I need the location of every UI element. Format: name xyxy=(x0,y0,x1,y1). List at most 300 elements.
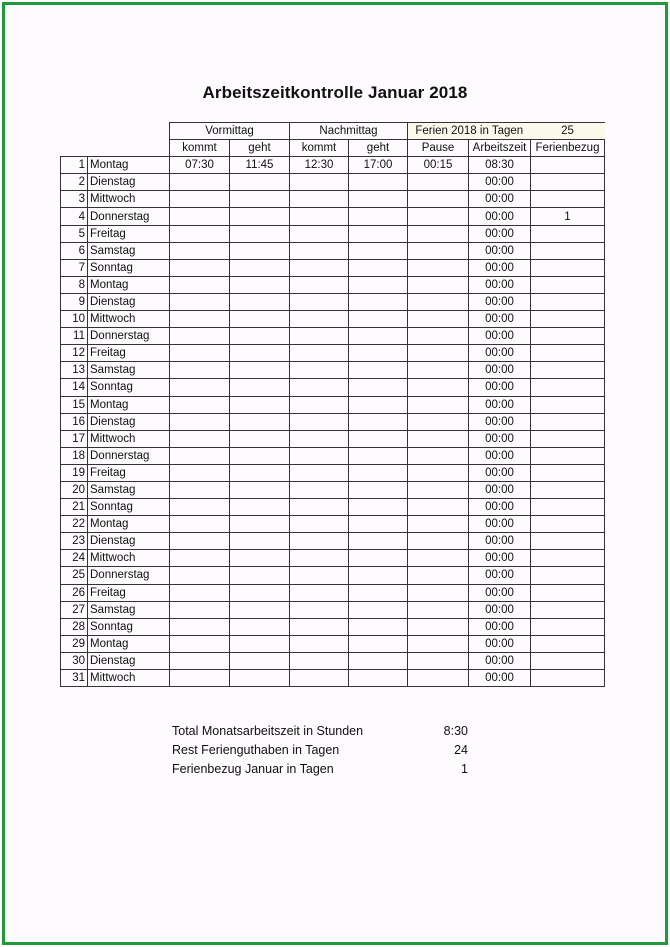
vm-geht-cell[interactable] xyxy=(230,516,290,533)
table-row xyxy=(61,447,605,464)
weekday-cell: Montag xyxy=(88,516,170,533)
nm-kommt-cell[interactable] xyxy=(290,567,349,584)
pause-cell[interactable] xyxy=(408,259,469,276)
timesheet-body xyxy=(61,157,605,687)
nm-kommt-cell[interactable] xyxy=(290,259,349,276)
pause-cell[interactable] xyxy=(408,413,469,430)
vm-geht-cell[interactable] xyxy=(230,447,290,464)
vm-geht-cell[interactable] xyxy=(230,601,290,618)
vm-kommt-cell[interactable] xyxy=(170,259,230,276)
nm-geht-cell[interactable] xyxy=(349,362,408,379)
vm-geht-cell[interactable] xyxy=(230,259,290,276)
pause-cell[interactable] xyxy=(408,362,469,379)
day-number-cell: 13 xyxy=(61,362,88,379)
nm-kommt-cell[interactable] xyxy=(290,635,349,652)
table-row xyxy=(61,345,605,362)
nm-geht-cell[interactable] xyxy=(349,413,408,430)
nm-geht-cell[interactable] xyxy=(349,635,408,652)
vm-geht-cell[interactable] xyxy=(230,345,290,362)
ferienbezug-cell[interactable] xyxy=(531,225,605,242)
pause-cell[interactable] xyxy=(408,481,469,498)
vm-geht-cell[interactable] xyxy=(230,362,290,379)
nm-kommt-cell[interactable] xyxy=(290,481,349,498)
day-number-cell: 1 xyxy=(61,157,88,174)
pause-cell[interactable] xyxy=(408,396,469,413)
weekday-cell: Mittwoch xyxy=(88,430,170,447)
weekday-cell: Dienstag xyxy=(88,533,170,550)
summary-value: 1 xyxy=(461,762,468,776)
nm-geht-cell[interactable] xyxy=(349,191,408,208)
table-row xyxy=(61,499,605,516)
table-row xyxy=(61,652,605,669)
ferienbezug-cell[interactable] xyxy=(531,311,605,328)
nm-kommt-cell[interactable] xyxy=(290,533,349,550)
vm-geht-cell[interactable] xyxy=(230,550,290,567)
vm-kommt-cell[interactable] xyxy=(170,516,230,533)
arbeitszeit-cell: 00:00 xyxy=(469,550,531,567)
pause-cell[interactable] xyxy=(408,311,469,328)
vm-geht-cell[interactable] xyxy=(230,328,290,345)
table-row xyxy=(61,259,605,276)
table-row xyxy=(61,242,605,259)
day-number-cell: 20 xyxy=(61,481,88,498)
summary-label: Total Monatsarbeitszeit in Stunden xyxy=(172,724,364,738)
vm-kommt-cell[interactable] xyxy=(170,208,230,225)
nm-kommt-cell[interactable] xyxy=(290,311,349,328)
weekday-cell: Mittwoch xyxy=(88,311,170,328)
arbeitszeit-cell: 00:00 xyxy=(469,396,531,413)
day-number-cell: 9 xyxy=(61,293,88,310)
weekday-cell: Sonntag xyxy=(88,499,170,516)
vm-kommt-cell[interactable] xyxy=(170,601,230,618)
vm-kommt-cell[interactable] xyxy=(170,191,230,208)
header-arbeitszeit: Arbeitszeit xyxy=(469,140,531,157)
nm-geht-cell[interactable]: 17:00 xyxy=(349,157,408,174)
day-number-cell: 14 xyxy=(61,379,88,396)
table-row xyxy=(61,670,605,687)
vm-geht-cell[interactable] xyxy=(230,413,290,430)
weekday-cell: Sonntag xyxy=(88,379,170,396)
arbeitszeit-cell: 00:00 xyxy=(469,447,531,464)
arbeitszeit-cell: 00:00 xyxy=(469,533,531,550)
vm-geht-cell[interactable] xyxy=(230,533,290,550)
vm-kommt-cell[interactable] xyxy=(170,618,230,635)
nm-geht-cell[interactable] xyxy=(349,584,408,601)
nm-kommt-cell[interactable] xyxy=(290,430,349,447)
arbeitszeit-cell: 08:30 xyxy=(469,157,531,174)
nm-geht-cell[interactable] xyxy=(349,293,408,310)
weekday-cell: Donnerstag xyxy=(88,328,170,345)
vm-kommt-cell[interactable] xyxy=(170,362,230,379)
nm-geht-cell[interactable] xyxy=(349,567,408,584)
ferienbezug-cell[interactable] xyxy=(531,481,605,498)
weekday-cell: Sonntag xyxy=(88,618,170,635)
ferienbezug-cell[interactable]: 1 xyxy=(531,208,605,225)
vm-kommt-cell[interactable] xyxy=(170,396,230,413)
vm-geht-cell[interactable] xyxy=(230,242,290,259)
pause-cell[interactable] xyxy=(408,345,469,362)
ferienbezug-cell[interactable] xyxy=(531,174,605,191)
nm-kommt-cell[interactable] xyxy=(290,174,349,191)
weekday-cell: Montag xyxy=(88,276,170,293)
vm-geht-cell[interactable] xyxy=(230,174,290,191)
arbeitszeit-cell: 00:00 xyxy=(469,311,531,328)
nm-kommt-cell[interactable] xyxy=(290,601,349,618)
table-row xyxy=(61,601,605,618)
vm-geht-cell[interactable] xyxy=(230,464,290,481)
ferienbezug-cell[interactable] xyxy=(531,550,605,567)
ferienbezug-cell[interactable] xyxy=(531,533,605,550)
nm-geht-cell[interactable] xyxy=(349,550,408,567)
nm-geht-cell[interactable] xyxy=(349,259,408,276)
table-row xyxy=(61,311,605,328)
vm-kommt-cell[interactable] xyxy=(170,225,230,242)
nm-kommt-cell[interactable] xyxy=(290,550,349,567)
weekday-cell: Mittwoch xyxy=(88,550,170,567)
weekday-cell: Freitag xyxy=(88,345,170,362)
header-ferien-label: Ferien 2018 in Tagen xyxy=(408,123,531,140)
header-nm-kommt: kommt xyxy=(290,140,349,157)
vm-geht-cell[interactable] xyxy=(230,584,290,601)
nm-kommt-cell[interactable] xyxy=(290,293,349,310)
nm-geht-cell[interactable] xyxy=(349,379,408,396)
vm-kommt-cell[interactable] xyxy=(170,311,230,328)
vm-geht-cell[interactable]: 11:45 xyxy=(230,157,290,174)
weekday-cell: Donnerstag xyxy=(88,208,170,225)
vm-kommt-cell[interactable] xyxy=(170,499,230,516)
ferienbezug-cell[interactable] xyxy=(531,293,605,310)
nm-geht-cell[interactable] xyxy=(349,533,408,550)
pause-cell[interactable] xyxy=(408,584,469,601)
ferienbezug-cell[interactable] xyxy=(531,413,605,430)
pause-cell[interactable]: 00:15 xyxy=(408,157,469,174)
pause-cell[interactable] xyxy=(408,379,469,396)
day-number-cell: 16 xyxy=(61,413,88,430)
vm-kommt-cell[interactable] xyxy=(170,481,230,498)
pause-cell[interactable] xyxy=(408,652,469,669)
header-spacer xyxy=(61,140,88,157)
nm-geht-cell[interactable] xyxy=(349,618,408,635)
vm-kommt-cell[interactable] xyxy=(170,550,230,567)
weekday-cell: Donnerstag xyxy=(88,447,170,464)
vm-kommt-cell[interactable] xyxy=(170,670,230,687)
pause-cell[interactable] xyxy=(408,670,469,687)
vm-kommt-cell[interactable]: 07:30 xyxy=(170,157,230,174)
arbeitszeit-cell: 00:00 xyxy=(469,208,531,225)
vm-kommt-cell[interactable] xyxy=(170,447,230,464)
summary-value: 8:30 xyxy=(443,724,468,738)
nm-geht-cell[interactable] xyxy=(349,328,408,345)
header-pause: Pause xyxy=(408,140,469,157)
table-row xyxy=(61,276,605,293)
ferienbezug-cell[interactable] xyxy=(531,396,605,413)
pause-cell[interactable] xyxy=(408,635,469,652)
weekday-cell: Montag xyxy=(88,396,170,413)
nm-kommt-cell[interactable] xyxy=(290,191,349,208)
pause-cell[interactable] xyxy=(408,242,469,259)
header-group-row xyxy=(61,123,605,140)
day-number-cell: 10 xyxy=(61,311,88,328)
pause-cell[interactable] xyxy=(408,464,469,481)
ferienbezug-cell[interactable] xyxy=(531,362,605,379)
arbeitszeit-cell: 00:00 xyxy=(469,413,531,430)
nm-kommt-cell[interactable]: 12:30 xyxy=(290,157,349,174)
ferienbezug-cell[interactable] xyxy=(531,157,605,174)
vm-geht-cell[interactable] xyxy=(230,276,290,293)
table-row xyxy=(61,464,605,481)
nm-kommt-cell[interactable] xyxy=(290,396,349,413)
vm-kommt-cell[interactable] xyxy=(170,533,230,550)
summary-label: Ferienbezug Januar in Tagen xyxy=(172,762,334,776)
nm-kommt-cell[interactable] xyxy=(290,276,349,293)
day-number-cell: 4 xyxy=(61,208,88,225)
day-number-cell: 6 xyxy=(61,242,88,259)
pause-cell[interactable] xyxy=(408,447,469,464)
arbeitszeit-cell: 00:00 xyxy=(469,481,531,498)
vm-geht-cell[interactable] xyxy=(230,481,290,498)
vm-geht-cell[interactable] xyxy=(230,208,290,225)
nm-geht-cell[interactable] xyxy=(349,208,408,225)
vm-kommt-cell[interactable] xyxy=(170,242,230,259)
ferienbezug-cell[interactable] xyxy=(531,328,605,345)
weekday-cell: Montag xyxy=(88,157,170,174)
vm-kommt-cell[interactable] xyxy=(170,379,230,396)
ferienbezug-cell[interactable] xyxy=(531,345,605,362)
pause-cell[interactable] xyxy=(408,550,469,567)
header-spacer xyxy=(88,123,170,140)
ferienbezug-cell[interactable] xyxy=(531,191,605,208)
header-nm-geht: geht xyxy=(349,140,408,157)
vm-geht-cell[interactable] xyxy=(230,499,290,516)
vm-geht-cell[interactable] xyxy=(230,635,290,652)
ferienbezug-cell[interactable] xyxy=(531,516,605,533)
vm-geht-cell[interactable] xyxy=(230,311,290,328)
pause-cell[interactable] xyxy=(408,499,469,516)
day-number-cell: 22 xyxy=(61,516,88,533)
vm-geht-cell[interactable] xyxy=(230,430,290,447)
table-row xyxy=(61,618,605,635)
table-row xyxy=(61,362,605,379)
table-row xyxy=(61,379,605,396)
day-number-cell: 15 xyxy=(61,396,88,413)
nm-kommt-cell[interactable] xyxy=(290,652,349,669)
vm-kommt-cell[interactable] xyxy=(170,345,230,362)
ferienbezug-cell[interactable] xyxy=(531,567,605,584)
arbeitszeit-cell: 00:00 xyxy=(469,345,531,362)
pause-cell[interactable] xyxy=(408,293,469,310)
nm-kommt-cell[interactable] xyxy=(290,362,349,379)
nm-kommt-cell[interactable] xyxy=(290,225,349,242)
nm-geht-cell[interactable] xyxy=(349,174,408,191)
nm-geht-cell[interactable] xyxy=(349,242,408,259)
table-row xyxy=(61,413,605,430)
pause-cell[interactable] xyxy=(408,567,469,584)
table-row xyxy=(61,533,605,550)
vm-kommt-cell[interactable] xyxy=(170,293,230,310)
weekday-cell: Dienstag xyxy=(88,413,170,430)
nm-geht-cell[interactable] xyxy=(349,499,408,516)
table-row xyxy=(61,584,605,601)
ferienbezug-cell[interactable] xyxy=(531,276,605,293)
vm-geht-cell[interactable] xyxy=(230,225,290,242)
nm-kommt-cell[interactable] xyxy=(290,516,349,533)
vm-geht-cell[interactable] xyxy=(230,191,290,208)
header-ferien-value: 25 xyxy=(531,123,605,140)
table-row xyxy=(61,225,605,242)
arbeitszeit-cell: 00:00 xyxy=(469,499,531,516)
summary-row-total-hours xyxy=(172,722,468,741)
day-number-cell: 12 xyxy=(61,345,88,362)
day-number-cell: 31 xyxy=(61,670,88,687)
nm-kommt-cell[interactable] xyxy=(290,328,349,345)
arbeitszeit-cell: 00:00 xyxy=(469,379,531,396)
pause-cell[interactable] xyxy=(408,618,469,635)
nm-geht-cell[interactable] xyxy=(349,670,408,687)
arbeitszeit-cell: 00:00 xyxy=(469,584,531,601)
pause-cell[interactable] xyxy=(408,208,469,225)
nm-geht-cell[interactable] xyxy=(349,516,408,533)
nm-geht-cell[interactable] xyxy=(349,652,408,669)
vm-kommt-cell[interactable] xyxy=(170,584,230,601)
vm-geht-cell[interactable] xyxy=(230,670,290,687)
vm-kommt-cell[interactable] xyxy=(170,328,230,345)
ferienbezug-cell[interactable] xyxy=(531,635,605,652)
day-number-cell: 25 xyxy=(61,567,88,584)
ferienbezug-cell[interactable] xyxy=(531,379,605,396)
nm-geht-cell[interactable] xyxy=(349,225,408,242)
weekday-cell: Dienstag xyxy=(88,652,170,669)
day-number-cell: 27 xyxy=(61,601,88,618)
weekday-cell: Freitag xyxy=(88,225,170,242)
arbeitszeit-cell: 00:00 xyxy=(469,362,531,379)
summary-block xyxy=(172,722,468,779)
summary-value: 24 xyxy=(454,743,468,757)
pause-cell[interactable] xyxy=(408,601,469,618)
ferienbezug-cell[interactable] xyxy=(531,464,605,481)
nm-geht-cell[interactable] xyxy=(349,396,408,413)
nm-geht-cell[interactable] xyxy=(349,311,408,328)
ferienbezug-cell[interactable] xyxy=(531,584,605,601)
vm-geht-cell[interactable] xyxy=(230,618,290,635)
pause-cell[interactable] xyxy=(408,430,469,447)
header-spacer xyxy=(88,140,170,157)
day-number-cell: 2 xyxy=(61,174,88,191)
weekday-cell: Montag xyxy=(88,635,170,652)
weekday-cell: Samstag xyxy=(88,362,170,379)
vm-geht-cell[interactable] xyxy=(230,396,290,413)
arbeitszeit-cell: 00:00 xyxy=(469,601,531,618)
ferienbezug-cell[interactable] xyxy=(531,259,605,276)
pause-cell[interactable] xyxy=(408,516,469,533)
arbeitszeit-cell: 00:00 xyxy=(469,618,531,635)
timesheet-table xyxy=(60,122,605,687)
vm-kommt-cell[interactable] xyxy=(170,276,230,293)
pause-cell[interactable] xyxy=(408,191,469,208)
weekday-cell: Dienstag xyxy=(88,174,170,191)
arbeitszeit-cell: 00:00 xyxy=(469,276,531,293)
arbeitszeit-cell: 00:00 xyxy=(469,464,531,481)
nm-kommt-cell[interactable] xyxy=(290,345,349,362)
ferienbezug-cell[interactable] xyxy=(531,430,605,447)
header-vm-geht: geht xyxy=(230,140,290,157)
weekday-cell: Samstag xyxy=(88,601,170,618)
day-number-cell: 8 xyxy=(61,276,88,293)
arbeitszeit-cell: 00:00 xyxy=(469,567,531,584)
nm-geht-cell[interactable] xyxy=(349,430,408,447)
table-row xyxy=(61,567,605,584)
nm-geht-cell[interactable] xyxy=(349,276,408,293)
day-number-cell: 24 xyxy=(61,550,88,567)
ferienbezug-cell[interactable] xyxy=(531,601,605,618)
nm-geht-cell[interactable] xyxy=(349,345,408,362)
vm-kommt-cell[interactable] xyxy=(170,430,230,447)
nm-geht-cell[interactable] xyxy=(349,481,408,498)
day-number-cell: 23 xyxy=(61,533,88,550)
vm-kommt-cell[interactable] xyxy=(170,464,230,481)
day-number-cell: 17 xyxy=(61,430,88,447)
ferienbezug-cell[interactable] xyxy=(531,447,605,464)
table-row xyxy=(61,396,605,413)
nm-kommt-cell[interactable] xyxy=(290,499,349,516)
ferienbezug-cell[interactable] xyxy=(531,618,605,635)
ferienbezug-cell[interactable] xyxy=(531,670,605,687)
table-row xyxy=(61,157,605,174)
pause-cell[interactable] xyxy=(408,328,469,345)
header-vormittag: Vormittag xyxy=(170,123,290,140)
day-number-cell: 18 xyxy=(61,447,88,464)
vm-kommt-cell[interactable] xyxy=(170,652,230,669)
nm-geht-cell[interactable] xyxy=(349,447,408,464)
ferienbezug-cell[interactable] xyxy=(531,652,605,669)
nm-kommt-cell[interactable] xyxy=(290,413,349,430)
pause-cell[interactable] xyxy=(408,225,469,242)
vm-kommt-cell[interactable] xyxy=(170,635,230,652)
nm-kommt-cell[interactable] xyxy=(290,464,349,481)
summary-row-vacation-taken xyxy=(172,760,468,779)
nm-kommt-cell[interactable] xyxy=(290,242,349,259)
vm-geht-cell[interactable] xyxy=(230,652,290,669)
nm-kommt-cell[interactable] xyxy=(290,670,349,687)
ferienbezug-cell[interactable] xyxy=(531,242,605,259)
nm-kommt-cell[interactable] xyxy=(290,447,349,464)
nm-kommt-cell[interactable] xyxy=(290,618,349,635)
nm-kommt-cell[interactable] xyxy=(290,379,349,396)
pause-cell[interactable] xyxy=(408,533,469,550)
header-vm-kommt: kommt xyxy=(170,140,230,157)
nm-kommt-cell[interactable] xyxy=(290,208,349,225)
vm-geht-cell[interactable] xyxy=(230,379,290,396)
vm-kommt-cell[interactable] xyxy=(170,567,230,584)
nm-geht-cell[interactable] xyxy=(349,601,408,618)
header-spacer xyxy=(61,123,88,140)
arbeitszeit-cell: 00:00 xyxy=(469,225,531,242)
weekday-cell: Sonntag xyxy=(88,259,170,276)
nm-geht-cell[interactable] xyxy=(349,464,408,481)
arbeitszeit-cell: 00:00 xyxy=(469,635,531,652)
vm-kommt-cell[interactable] xyxy=(170,413,230,430)
day-number-cell: 30 xyxy=(61,652,88,669)
vm-geht-cell[interactable] xyxy=(230,567,290,584)
nm-kommt-cell[interactable] xyxy=(290,584,349,601)
day-number-cell: 29 xyxy=(61,635,88,652)
ferienbezug-cell[interactable] xyxy=(531,499,605,516)
vm-geht-cell[interactable] xyxy=(230,293,290,310)
weekday-cell: Freitag xyxy=(88,584,170,601)
pause-cell[interactable] xyxy=(408,174,469,191)
pause-cell[interactable] xyxy=(408,276,469,293)
day-number-cell: 28 xyxy=(61,618,88,635)
vm-kommt-cell[interactable] xyxy=(170,174,230,191)
